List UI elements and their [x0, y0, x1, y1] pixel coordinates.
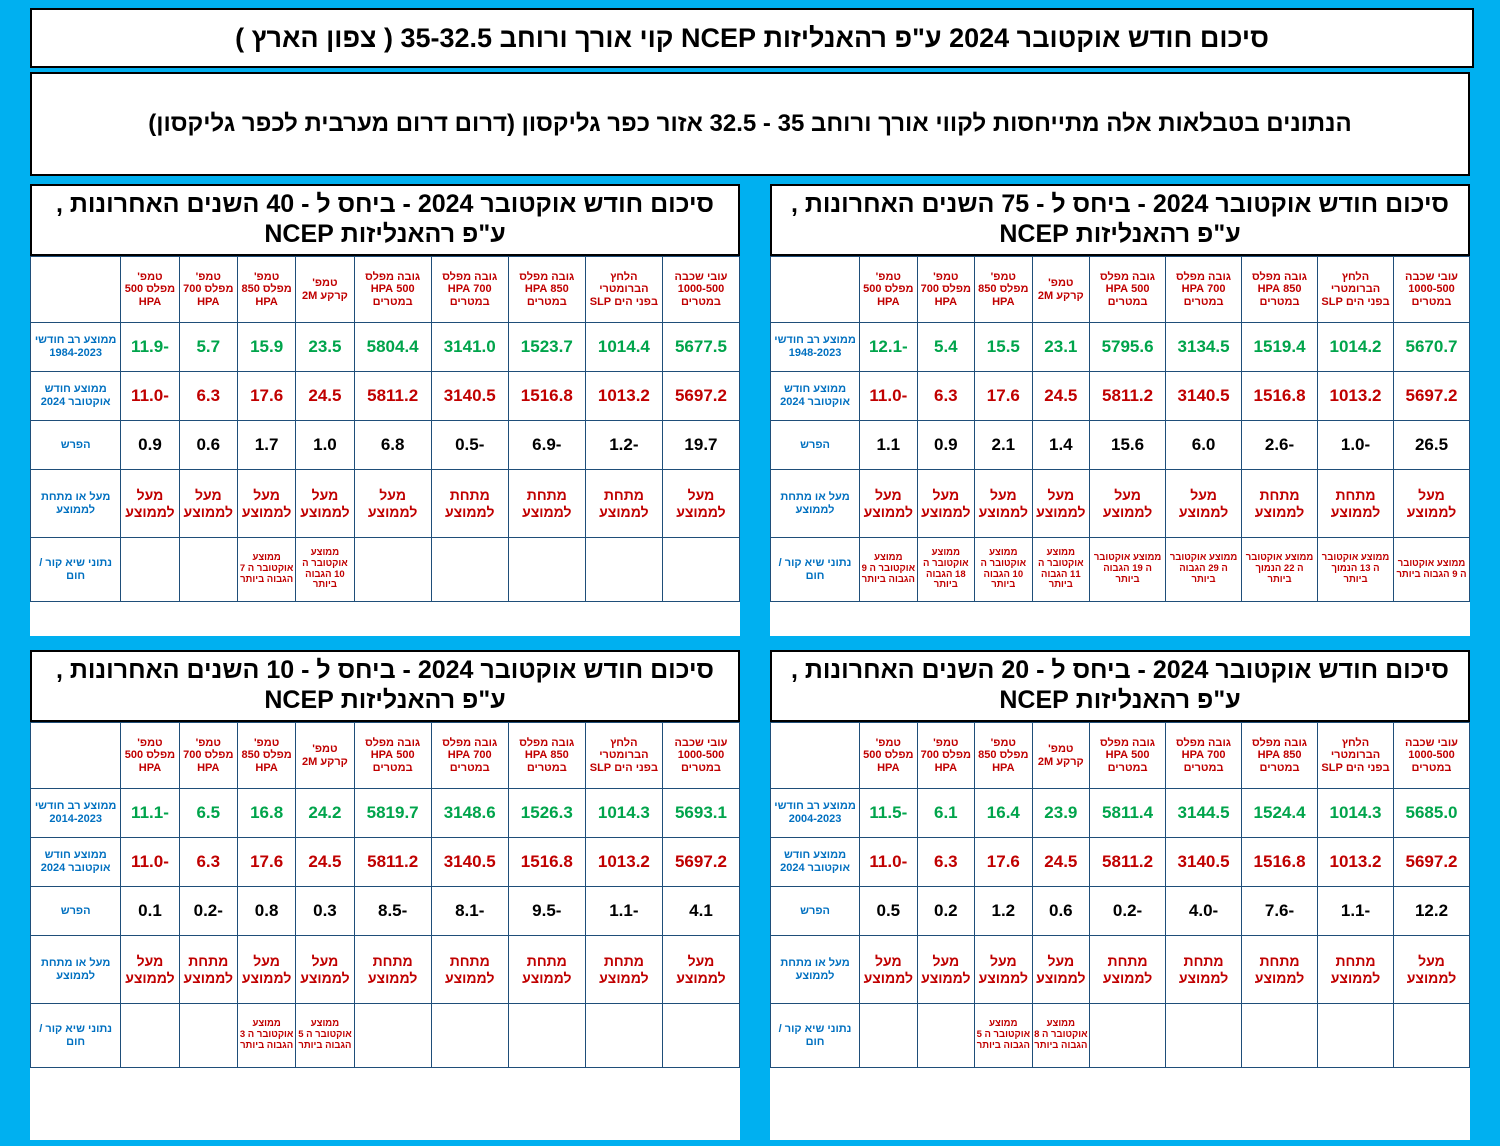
table-cell: 5693.1	[662, 789, 739, 838]
table-cell: מעל לממוצע	[662, 936, 739, 1004]
row-label: מעל או מתחת לממוצע	[31, 936, 121, 1004]
table-cell	[354, 1004, 431, 1068]
table-cell: ממוצע אוקטובר ה 22 הנמוך ביותר	[1242, 538, 1318, 602]
table-cell: 17.6	[975, 372, 1033, 421]
row-above-below	[771, 936, 1470, 1004]
header-corner	[31, 723, 121, 789]
table-cell: 15.5	[975, 323, 1033, 372]
page-subtitle	[30, 72, 1470, 176]
page-title	[30, 8, 1474, 68]
table-cell: מעל לממוצע	[917, 470, 975, 538]
table-cell: 23.5	[296, 323, 354, 372]
table-cell: 24.5	[1032, 372, 1090, 421]
table-cell: ממוצע אוקטובר ה 11 הגבוה ביותר	[1032, 538, 1090, 602]
summary-table	[770, 256, 1470, 602]
table-cell: 5.7	[179, 323, 237, 372]
column-header: טמפ' מפלס 700 HPA	[917, 257, 975, 323]
header-corner	[771, 723, 860, 789]
table-cell: -1.1	[1318, 887, 1394, 936]
header-corner	[31, 257, 121, 323]
row-difference	[771, 887, 1470, 936]
table-header-row	[771, 257, 1470, 323]
row-multiyear-average	[31, 323, 740, 372]
table-cell: -8.1	[431, 887, 508, 936]
table-cell: 3140.5	[1166, 838, 1242, 887]
table-cell: 1013.2	[1318, 838, 1394, 887]
table-cell: מעל לממוצע	[860, 470, 918, 538]
table-cell: מעל לממוצע	[237, 470, 295, 538]
table-cell	[662, 1004, 739, 1068]
table-cell: 5804.4	[354, 323, 431, 372]
column-header: עובי שכבה 1000-500 במטרים	[1394, 257, 1470, 323]
table-cell: 1014.4	[585, 323, 662, 372]
row-label: נתוני שיא קור / חום	[771, 538, 860, 602]
column-header: טמפ' קרקע 2M	[1032, 257, 1090, 323]
table-cell: מעל לממוצע	[975, 936, 1033, 1004]
column-header: גובה מפלס 700 HPA במטרים	[1166, 257, 1242, 323]
column-header: הלחץ הברומטרי בפני הים SLP	[585, 723, 662, 789]
table-cell: 6.3	[179, 372, 237, 421]
table-cell: -9.5	[508, 887, 585, 936]
table-cell: ממוצע אוקטובר ה 7 הגבוה ביותר	[237, 538, 295, 602]
table-cell: -8.5	[354, 887, 431, 936]
panel-title: סיכום חודש אוקטובר 2024 - ביחס ל - 40 השנים האחרונות , ע"פ רהאנליזות NCEP	[30, 184, 740, 256]
table-cell: מתחת לממוצע	[508, 936, 585, 1004]
column-header: טמפ' מפלס 850 HPA	[237, 723, 295, 789]
table-cell: מעל לממוצע	[296, 470, 354, 538]
table-cell: מתחת לממוצע	[179, 936, 237, 1004]
table-cell: 1014.2	[1318, 323, 1394, 372]
table-cell: ממוצע אוקטובר ה 18 הגבוה ביותר	[917, 538, 975, 602]
table-cell: מעל לממוצע	[237, 936, 295, 1004]
column-header: טמפ' מפלס 500 HPA	[121, 257, 179, 323]
table-cell: מעל לממוצע	[121, 936, 179, 1004]
table-cell: 12.2	[1394, 887, 1470, 936]
table-cell: -11.9	[121, 323, 179, 372]
table-cell: ממוצע אוקטובר ה 13 הנמוך ביותר	[1318, 538, 1394, 602]
column-header: טמפ' מפלס 700 HPA	[179, 723, 237, 789]
table-cell: 2.1	[975, 421, 1033, 470]
table-cell: -11.5	[860, 789, 918, 838]
table-cell: 1519.4	[1242, 323, 1318, 372]
table-cell: 1013.2	[585, 838, 662, 887]
table-cell: -2.6	[1242, 421, 1318, 470]
table-cell: -1.0	[1318, 421, 1394, 470]
table-cell: 6.3	[917, 838, 975, 887]
table-cell: ממוצע אוקטובר ה 9 הגבוה ביותר	[860, 538, 918, 602]
column-header: גובה מפלס 850 HPA במטרים	[508, 257, 585, 323]
row-label: מעל או מתחת לממוצע	[771, 936, 860, 1004]
page-title-text: סיכום חודש אוקטובר 2024 ע"פ רהאנליזות NCEP קוי אורך ורוחב 35-32.5 ( צפון הארץ )	[235, 22, 1269, 53]
column-header: גובה מפלס 500 HPA במטרים	[1090, 257, 1166, 323]
row-october-2024	[31, 372, 740, 421]
row-label: ממוצע חודש אוקטובר 2024	[31, 372, 121, 421]
row-above-below	[31, 936, 740, 1004]
table-cell	[508, 1004, 585, 1068]
column-header: טמפ' מפלס 850 HPA	[975, 723, 1033, 789]
table-cell	[585, 1004, 662, 1068]
table-cell	[860, 1004, 918, 1068]
row-label: נתוני שיא קור / חום	[31, 538, 121, 602]
table-cell	[508, 538, 585, 602]
column-header: טמפ' מפלס 700 HPA	[917, 723, 975, 789]
table-cell: 0.2	[917, 887, 975, 936]
table-cell: 1.1	[860, 421, 918, 470]
table-cell: 3140.5	[1166, 372, 1242, 421]
table-cell: 5.4	[917, 323, 975, 372]
table-cell	[1166, 1004, 1242, 1068]
table-cell: 5811.2	[354, 838, 431, 887]
table-cell: מעל לממוצע	[860, 936, 918, 1004]
table-cell: 1524.4	[1242, 789, 1318, 838]
row-label: ממוצע חודש אוקטובר 2024	[771, 372, 860, 421]
column-header: הלחץ הברומטרי בפני הים SLP	[585, 257, 662, 323]
row-label: מעל או מתחת לממוצע	[31, 470, 121, 538]
table-cell: 5697.2	[662, 838, 739, 887]
table-cell: -0.2	[1090, 887, 1166, 936]
table-cell: מעל לממוצע	[917, 936, 975, 1004]
column-header: טמפ' מפלס 500 HPA	[860, 257, 918, 323]
column-header: טמפ' מפלס 850 HPA	[975, 257, 1033, 323]
table-cell: -11.0	[860, 372, 918, 421]
table-cell	[917, 1004, 975, 1068]
column-header: טמפ' קרקע 2M	[1032, 723, 1090, 789]
table-cell: 17.6	[237, 838, 295, 887]
table-cell: 4.1	[662, 887, 739, 936]
row-label: נתוני שיא קור / חום	[771, 1004, 860, 1068]
table-cell: 6.1	[917, 789, 975, 838]
table-cell: 0.9	[917, 421, 975, 470]
table-cell: מעל לממוצע	[1166, 470, 1242, 538]
column-header: גובה מפלס 500 HPA במטרים	[354, 257, 431, 323]
table-cell: 5697.2	[1394, 372, 1470, 421]
table-cell: ממוצע אוקטובר ה 10 הגבוה ביותר	[975, 538, 1033, 602]
column-header: עובי שכבה 1000-500 במטרים	[1394, 723, 1470, 789]
table-cell	[585, 538, 662, 602]
row-label: הפרש	[31, 421, 121, 470]
table-cell: 5795.6	[1090, 323, 1166, 372]
table-cell	[179, 538, 237, 602]
column-header: גובה מפלס 850 HPA במטרים	[508, 723, 585, 789]
table-cell: 1516.8	[1242, 372, 1318, 421]
table-cell	[1394, 1004, 1470, 1068]
table-cell: 5697.2	[662, 372, 739, 421]
table-cell: 6.3	[917, 372, 975, 421]
table-cell: מתחת לממוצע	[1242, 936, 1318, 1004]
table-cell	[662, 538, 739, 602]
table-cell: 1523.7	[508, 323, 585, 372]
table-cell: -4.0	[1166, 887, 1242, 936]
table-cell: 3134.5	[1166, 323, 1242, 372]
page-subtitle-text: הנתונים בטבלאות אלה מתייחסות לקווי אורך ורוחב 35 - 32.5 אזור כפר גליקסון (דרום דרום מערבית לכפר גליקסון)	[148, 109, 1352, 137]
table-header-row	[31, 257, 740, 323]
row-label: הפרש	[31, 887, 121, 936]
table-cell: 5819.7	[354, 789, 431, 838]
table-cell: 17.6	[237, 372, 295, 421]
table-cell: -11.0	[121, 372, 179, 421]
table-cell: -1.1	[585, 887, 662, 936]
table-cell: 3144.5	[1166, 789, 1242, 838]
table-cell: מתחת לממוצע	[585, 936, 662, 1004]
table-cell: ממוצע אוקטובר ה 9 הגבוה ביותר	[1394, 538, 1470, 602]
table-cell: 0.1	[121, 887, 179, 936]
column-header: גובה מפלס 500 HPA במטרים	[1090, 723, 1166, 789]
table-cell: 26.5	[1394, 421, 1470, 470]
table-cell: -6.9	[508, 421, 585, 470]
table-cell: 5811.2	[1090, 838, 1166, 887]
table-cell: 3140.5	[431, 838, 508, 887]
table-cell: -0.2	[179, 887, 237, 936]
table-cell: 24.2	[296, 789, 354, 838]
table-cell: -11.0	[860, 838, 918, 887]
table-cell: מעל לממוצע	[296, 936, 354, 1004]
table-cell: מתחת לממוצע	[1166, 936, 1242, 1004]
table-cell: 6.3	[179, 838, 237, 887]
table-cell: ממוצע אוקטובר ה 10 הגבוה ביותר	[296, 538, 354, 602]
table-cell: מתחת לממוצע	[1242, 470, 1318, 538]
row-october-2024	[771, 838, 1470, 887]
table-cell: 1516.8	[1242, 838, 1318, 887]
table-cell	[1242, 1004, 1318, 1068]
row-label: ממוצע רב חודשי 2004-2023	[771, 789, 860, 838]
table-cell: 1013.2	[585, 372, 662, 421]
table-cell: 5670.7	[1394, 323, 1470, 372]
table-cell: מעל לממוצע	[1394, 936, 1470, 1004]
table-cell: 1013.2	[1318, 372, 1394, 421]
row-above-below	[771, 470, 1470, 538]
row-label: מעל או מתחת לממוצע	[771, 470, 860, 538]
table-cell: ממוצע אוקטובר ה 29 הגבוה ביותר	[1166, 538, 1242, 602]
table-cell: -1.2	[585, 421, 662, 470]
row-records	[31, 1004, 740, 1068]
table-cell: 0.6	[1032, 887, 1090, 936]
table-header-row	[31, 723, 740, 789]
table-cell: -7.6	[1242, 887, 1318, 936]
table-cell: 6.5	[179, 789, 237, 838]
table-cell: 6.8	[354, 421, 431, 470]
table-cell: מעל לממוצע	[121, 470, 179, 538]
table-cell: מעל לממוצע	[1032, 470, 1090, 538]
row-label: ממוצע רב חודשי 1984-2023	[31, 323, 121, 372]
column-header: הלחץ הברומטרי בפני הים SLP	[1318, 257, 1394, 323]
column-header: טמפ' קרקע 2M	[296, 723, 354, 789]
table-cell: 15.9	[237, 323, 295, 372]
row-difference	[31, 421, 740, 470]
table-cell	[1318, 1004, 1394, 1068]
column-header: טמפ' מפלס 700 HPA	[179, 257, 237, 323]
table-cell: 0.9	[121, 421, 179, 470]
table-cell: 16.8	[237, 789, 295, 838]
panel-20-years	[770, 650, 1470, 1140]
table-cell	[431, 538, 508, 602]
table-cell	[1090, 1004, 1166, 1068]
table-cell: מתחת לממוצע	[1318, 470, 1394, 538]
column-header: גובה מפלס 700 HPA במטרים	[1166, 723, 1242, 789]
table-cell: 5811.2	[1090, 372, 1166, 421]
table-cell: -12.1	[860, 323, 918, 372]
row-october-2024	[771, 372, 1470, 421]
summary-table	[30, 256, 740, 602]
column-header: גובה מפלס 700 HPA במטרים	[431, 723, 508, 789]
table-cell: מתחת לממוצע	[431, 470, 508, 538]
column-header: עובי שכבה 1000-500 במטרים	[662, 723, 739, 789]
row-label: נתוני שיא קור / חום	[31, 1004, 121, 1068]
summary-table	[770, 722, 1470, 1068]
table-cell: 23.1	[1032, 323, 1090, 372]
table-cell: 1526.3	[508, 789, 585, 838]
row-records	[771, 538, 1470, 602]
table-cell: מעל לממוצע	[1394, 470, 1470, 538]
row-difference	[31, 887, 740, 936]
row-records	[31, 538, 740, 602]
table-cell: מעל לממוצע	[662, 470, 739, 538]
row-above-below	[31, 470, 740, 538]
table-cell: מתחת לממוצע	[1318, 936, 1394, 1004]
table-cell: 16.4	[975, 789, 1033, 838]
table-cell: 1516.8	[508, 372, 585, 421]
table-cell: 5697.2	[1394, 838, 1470, 887]
panel-title: סיכום חודש אוקטובר 2024 - ביחס ל - 10 השנים האחרונות , ע"פ רהאנליזות NCEP	[30, 650, 740, 722]
table-cell: מעל לממוצע	[975, 470, 1033, 538]
table-cell: 3148.6	[431, 789, 508, 838]
table-cell: מעל לממוצע	[179, 470, 237, 538]
table-cell: מעל לממוצע	[354, 470, 431, 538]
column-header: גובה מפלס 500 HPA במטרים	[354, 723, 431, 789]
table-cell: 23.9	[1032, 789, 1090, 838]
column-header: טמפ' מפלס 500 HPA	[860, 723, 918, 789]
table-cell: 1.0	[296, 421, 354, 470]
panel-title: סיכום חודש אוקטובר 2024 - ביחס ל - 75 השנים האחרונות , ע"פ רהאנליזות NCEP	[770, 184, 1470, 256]
row-october-2024	[31, 838, 740, 887]
table-cell: ממוצע אוקטובר ה 3 הגבוה ביותר	[237, 1004, 295, 1068]
table-cell: ממוצע אוקטובר ה 8 הגבוה ביותר	[1032, 1004, 1090, 1068]
row-label: ממוצע חודש אוקטובר 2024	[31, 838, 121, 887]
table-cell: 1.7	[237, 421, 295, 470]
table-cell: מעל לממוצע	[1032, 936, 1090, 1004]
row-multiyear-average	[771, 323, 1470, 372]
row-multiyear-average	[31, 789, 740, 838]
table-cell: 1.4	[1032, 421, 1090, 470]
row-label: הפרש	[771, 887, 860, 936]
row-label: הפרש	[771, 421, 860, 470]
column-header: הלחץ הברומטרי בפני הים SLP	[1318, 723, 1394, 789]
table-cell: 0.5	[860, 887, 918, 936]
table-cell: 15.6	[1090, 421, 1166, 470]
table-cell: ממוצע אוקטובר ה 5 הגבוה ביותר	[975, 1004, 1033, 1068]
table-cell: 5811.4	[1090, 789, 1166, 838]
column-header: טמפ' מפלס 500 HPA	[121, 723, 179, 789]
table-cell: 5677.5	[662, 323, 739, 372]
table-cell: 1.2	[975, 887, 1033, 936]
table-cell: מתחת לממוצע	[508, 470, 585, 538]
table-cell: 3141.0	[431, 323, 508, 372]
table-cell: -0.5	[431, 421, 508, 470]
row-label: ממוצע חודש אוקטובר 2024	[771, 838, 860, 887]
column-header: עובי שכבה 1000-500 במטרים	[662, 257, 739, 323]
table-cell: מתחת לממוצע	[585, 470, 662, 538]
table-cell: 3140.5	[431, 372, 508, 421]
table-cell: מתחת לממוצע	[1090, 936, 1166, 1004]
table-cell: 24.5	[296, 372, 354, 421]
table-cell	[121, 538, 179, 602]
table-cell: 17.6	[975, 838, 1033, 887]
column-header: גובה מפלס 700 HPA במטרים	[431, 257, 508, 323]
header-corner	[771, 257, 860, 323]
table-cell: 6.0	[1166, 421, 1242, 470]
table-cell: 24.5	[296, 838, 354, 887]
table-cell: מתחת לממוצע	[354, 936, 431, 1004]
table-cell	[431, 1004, 508, 1068]
table-cell: מעל לממוצע	[1090, 470, 1166, 538]
table-cell: 19.7	[662, 421, 739, 470]
table-cell: 0.8	[237, 887, 295, 936]
table-cell: 24.5	[1032, 838, 1090, 887]
column-header: טמפ' קרקע 2M	[296, 257, 354, 323]
table-cell	[354, 538, 431, 602]
table-cell: מתחת לממוצע	[431, 936, 508, 1004]
table-cell: ממוצע אוקטובר ה 5 הגבוה ביותר	[296, 1004, 354, 1068]
table-cell: -11.0	[121, 838, 179, 887]
table-cell: 1014.3	[585, 789, 662, 838]
summary-table	[30, 722, 740, 1068]
row-label: ממוצע רב חודשי 1948-2023	[771, 323, 860, 372]
table-cell: 0.6	[179, 421, 237, 470]
panel-10-years	[30, 650, 740, 1140]
table-cell: 5811.2	[354, 372, 431, 421]
table-header-row	[771, 723, 1470, 789]
table-cell: 1516.8	[508, 838, 585, 887]
row-label: ממוצע רב חודשי 2014-2023	[31, 789, 121, 838]
table-cell	[179, 1004, 237, 1068]
row-records	[771, 1004, 1470, 1068]
panel-75-years	[770, 184, 1470, 636]
table-cell: 5685.0	[1394, 789, 1470, 838]
table-cell: ממוצע אוקטובר ה 19 הגבוה ביותר	[1090, 538, 1166, 602]
row-difference	[771, 421, 1470, 470]
column-header: גובה מפלס 850 HPA במטרים	[1242, 257, 1318, 323]
table-cell: 0.3	[296, 887, 354, 936]
table-cell	[121, 1004, 179, 1068]
table-cell: -11.1	[121, 789, 179, 838]
panel-title: סיכום חודש אוקטובר 2024 - ביחס ל - 20 השנים האחרונות , ע"פ רהאנליזות NCEP	[770, 650, 1470, 722]
column-header: גובה מפלס 850 HPA במטרים	[1242, 723, 1318, 789]
column-header: טמפ' מפלס 850 HPA	[237, 257, 295, 323]
table-cell: 1014.3	[1318, 789, 1394, 838]
panel-40-years	[30, 184, 740, 636]
row-multiyear-average	[771, 789, 1470, 838]
